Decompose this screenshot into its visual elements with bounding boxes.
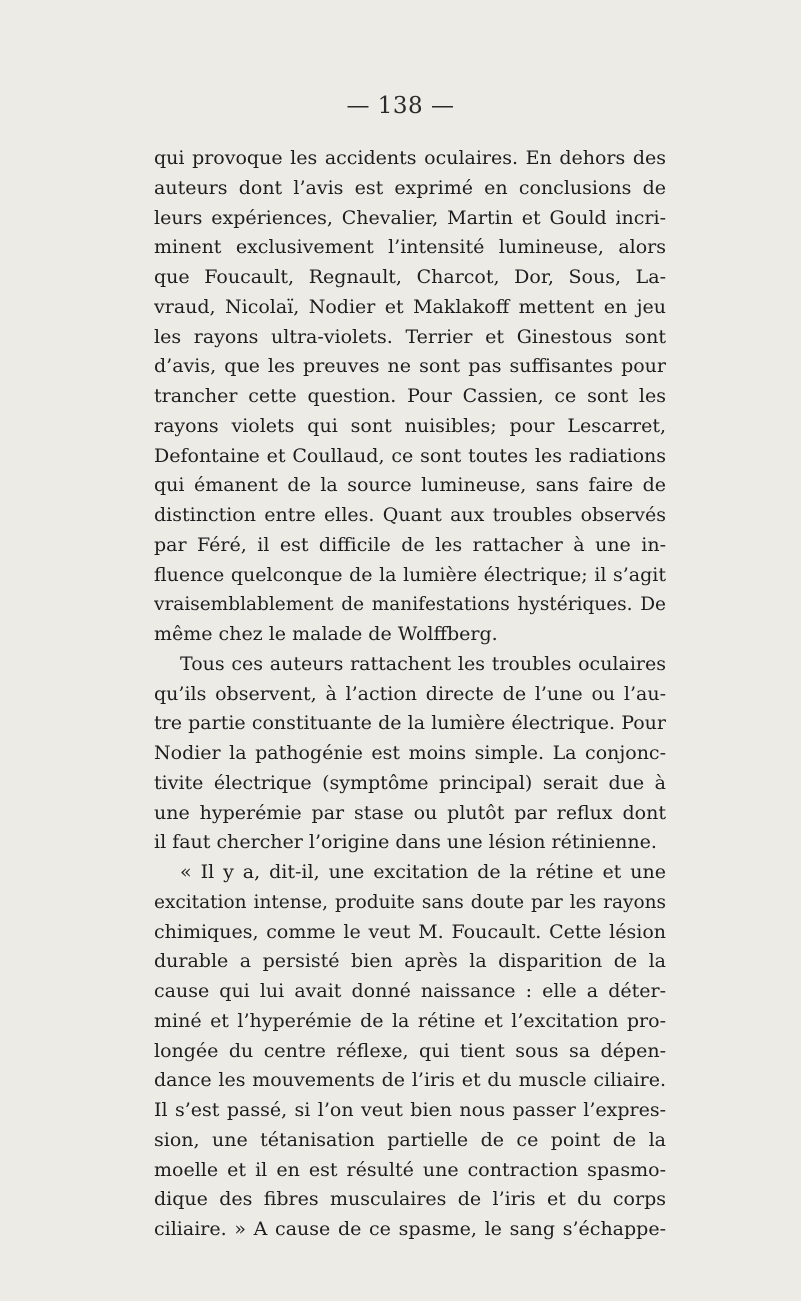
text-line: cause qui lui avait donné naissance : elle a déter-: [154, 980, 666, 1002]
text-line: sion, une tétanisation partielle de ce point de la: [154, 1128, 666, 1151]
text-line: fluence quelconque de la lumière électrique; il s’agit: [154, 563, 666, 586]
text-line: miné et l’hyperémie de la rétine et l’excitation pro-: [154, 1009, 666, 1032]
text-line: d’avis, que les preuves ne sont pas suffisantes pour: [154, 355, 666, 378]
body-text: [154, 144, 666, 1245]
text-line: rayons violets qui sont nuisibles; pour Lescarret,: [154, 414, 666, 437]
text-line: longée du centre réflexe, qui tient sous sa dépen-: [154, 1039, 666, 1062]
text-line: distinction entre elles. Quant aux troubles observés: [154, 504, 666, 526]
text-line: trancher cette question. Pour Cassien, ce sont les: [154, 385, 666, 407]
text-line: dance les mouvements de l’iris et du muscle ciliaire.: [154, 1069, 666, 1092]
text-line: minent exclusivement l’intensité lumineuse, alors: [154, 236, 666, 259]
text-line: même chez le malade de Wolffberg.: [154, 623, 498, 645]
text-line: qui provoque les accidents oculaires. En dehors des: [154, 147, 666, 169]
text-line: Defontaine et Coullaud, ce sont toutes les radiations: [154, 444, 666, 467]
text-line: les rayons ultra-violets. Terrier et Ginestous sont: [154, 325, 666, 348]
text-line: moelle et il en est résulté une contraction spasmo-: [154, 1158, 666, 1181]
text-line: leurs expériences, Chevalier, Martin et Gould incri-: [154, 206, 666, 229]
text-line: chimiques, comme le veut M. Foucault. Cette lésion: [154, 920, 666, 943]
text-line: tre partie constituante de la lumière électrique. Pour: [154, 712, 666, 735]
text-line: « Il y a, dit-il, une excitation de la rétine et une: [180, 861, 666, 883]
text-line: vraisemblablement de manifestations hystériques. De: [154, 594, 666, 616]
text-line: ciliaire. » A cause de ce spasme, le sang s’échappe-: [154, 1218, 666, 1240]
text-line: il faut chercher l’origine dans une lésion rétinienne.: [154, 831, 657, 854]
page-number: — 138 —: [346, 93, 455, 119]
text-line: dique des fibres musculaires de l’iris et du corps: [154, 1188, 666, 1211]
text-line: excitation intense, produite sans doute par les rayons: [154, 891, 666, 913]
text-line: Tous ces auteurs rattachent les troubles oculaires: [180, 652, 666, 675]
text-line: Il s’est passé, si l’on veut bien nous passer l’expres-: [154, 1099, 666, 1121]
text-line: une hyperémie par stase ou plutôt par reflux dont: [154, 801, 666, 824]
text-line: durable a persisté bien après la disparition de la: [154, 950, 666, 973]
text-line: qu’ils observent, à l’action directe de l’une ou l’au-: [154, 682, 666, 705]
text-line: par Féré, il est difficile de les rattacher à une in-: [154, 533, 666, 556]
text-line: vraud, Nicolaï, Nodier et Maklakoff mettent en jeu: [154, 295, 666, 318]
text-line: qui émanent de la source lumineuse, sans faire de: [154, 474, 666, 497]
text-line: auteurs dont l’avis est exprimé en conclusions de: [154, 176, 666, 199]
text-line: tivite électrique (symptôme principal) serait due à: [154, 771, 666, 794]
text-line: Nodier la pathogénie est moins simple. La conjonc-: [154, 742, 666, 764]
text-line: que Foucault, Regnault, Charcot, Dor, Sous, La-: [154, 266, 666, 288]
